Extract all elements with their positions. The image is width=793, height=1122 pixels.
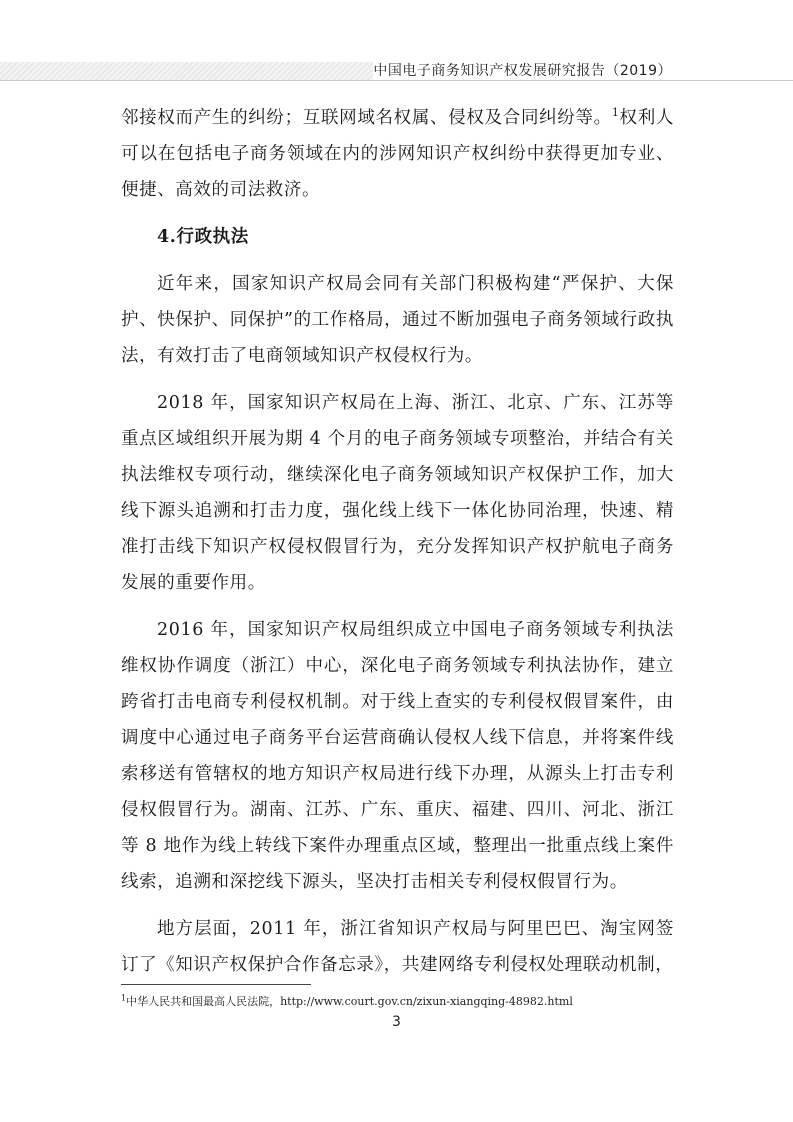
footnote-number: 1 [121,993,127,1003]
paragraph: 近年来，国家知识产权局会同有关部门积极构建“严保护、大保护、快保护、同保护”的工作格局，通过不断加强电子商务领域行政执法，有效打击了电商领域知识产权侵权行为。 [121,274,674,366]
paragraph: 2016 年，国家知识产权局组织成立中国电子商务领域专利执法维权协作调度（浙江）中心，深化电子商务领域专利执法协作，建立跨省打击电商专利侵权机制。对于线上查实的专利侵权假冒案件，由调度中心通过电子商务平台运营商确认侵权人线下信息，并将案件线索移送有管辖权的地方知识产权局进行线下办理，从源头上打击专利侵权假冒行为。湖南、江苏、广东、重庆、福建、四川、河北、浙江等 8 地作为线上转线下案件办理重点区域，整理出一批重点线上案件线索，追溯和深挖线下源头，坚决打击相关专利侵权假冒行为。 [121,620,674,892]
section-heading: 4.行政执法 [157,227,249,247]
page-body [121,100,674,983]
paragraph: 2018 年，国家知识产权局在上海、浙江、北京、广东、江苏等重点区域组织开展为期 4 个月的电子商务领域专项整治，并结合有关执法维权专项行动，继续深化电子商务领域知识产权保护工作，加大线下源头追溯和打击力度，强化线上线下一体化协同治理，快速、精准打击线下知识产权侵权假冒行为，充分发挥知识产权护航电子商务发展的重要作用。 [121,393,674,593]
paragraph-text: 邻接权而产生的纠纷；互联网域名权属、侵权及合同纠纷等。 [121,108,612,128]
running-header-title: 中国电子商务知识产权发展研究报告（2019） [373,63,672,79]
footnote-reference[interactable]: 1 [611,106,620,120]
paragraph-continued [121,100,674,208]
paragraph-text: 权利人可以在包括电子商务领域在内的涉网知识产权纠纷中获得更加专业、便捷、高效的司法救济。 [121,108,674,200]
header-decorative-band [0,62,373,80]
footnote [121,993,573,1009]
header-divider [0,80,793,81]
page-number: 3 [392,1014,401,1030]
footnote-text: 中华人民共和国最高人民法院，http://www.court.gov.cn/zixun-xiangqing-48982.html [126,995,573,1008]
paragraph: 地方层面，2011 年，浙江省知识产权局与阿里巴巴、淘宝网签订了《知识产权保护合作备忘录》，共建网络专利侵权处理联动机制， [121,919,674,975]
footnote-divider [121,984,311,985]
